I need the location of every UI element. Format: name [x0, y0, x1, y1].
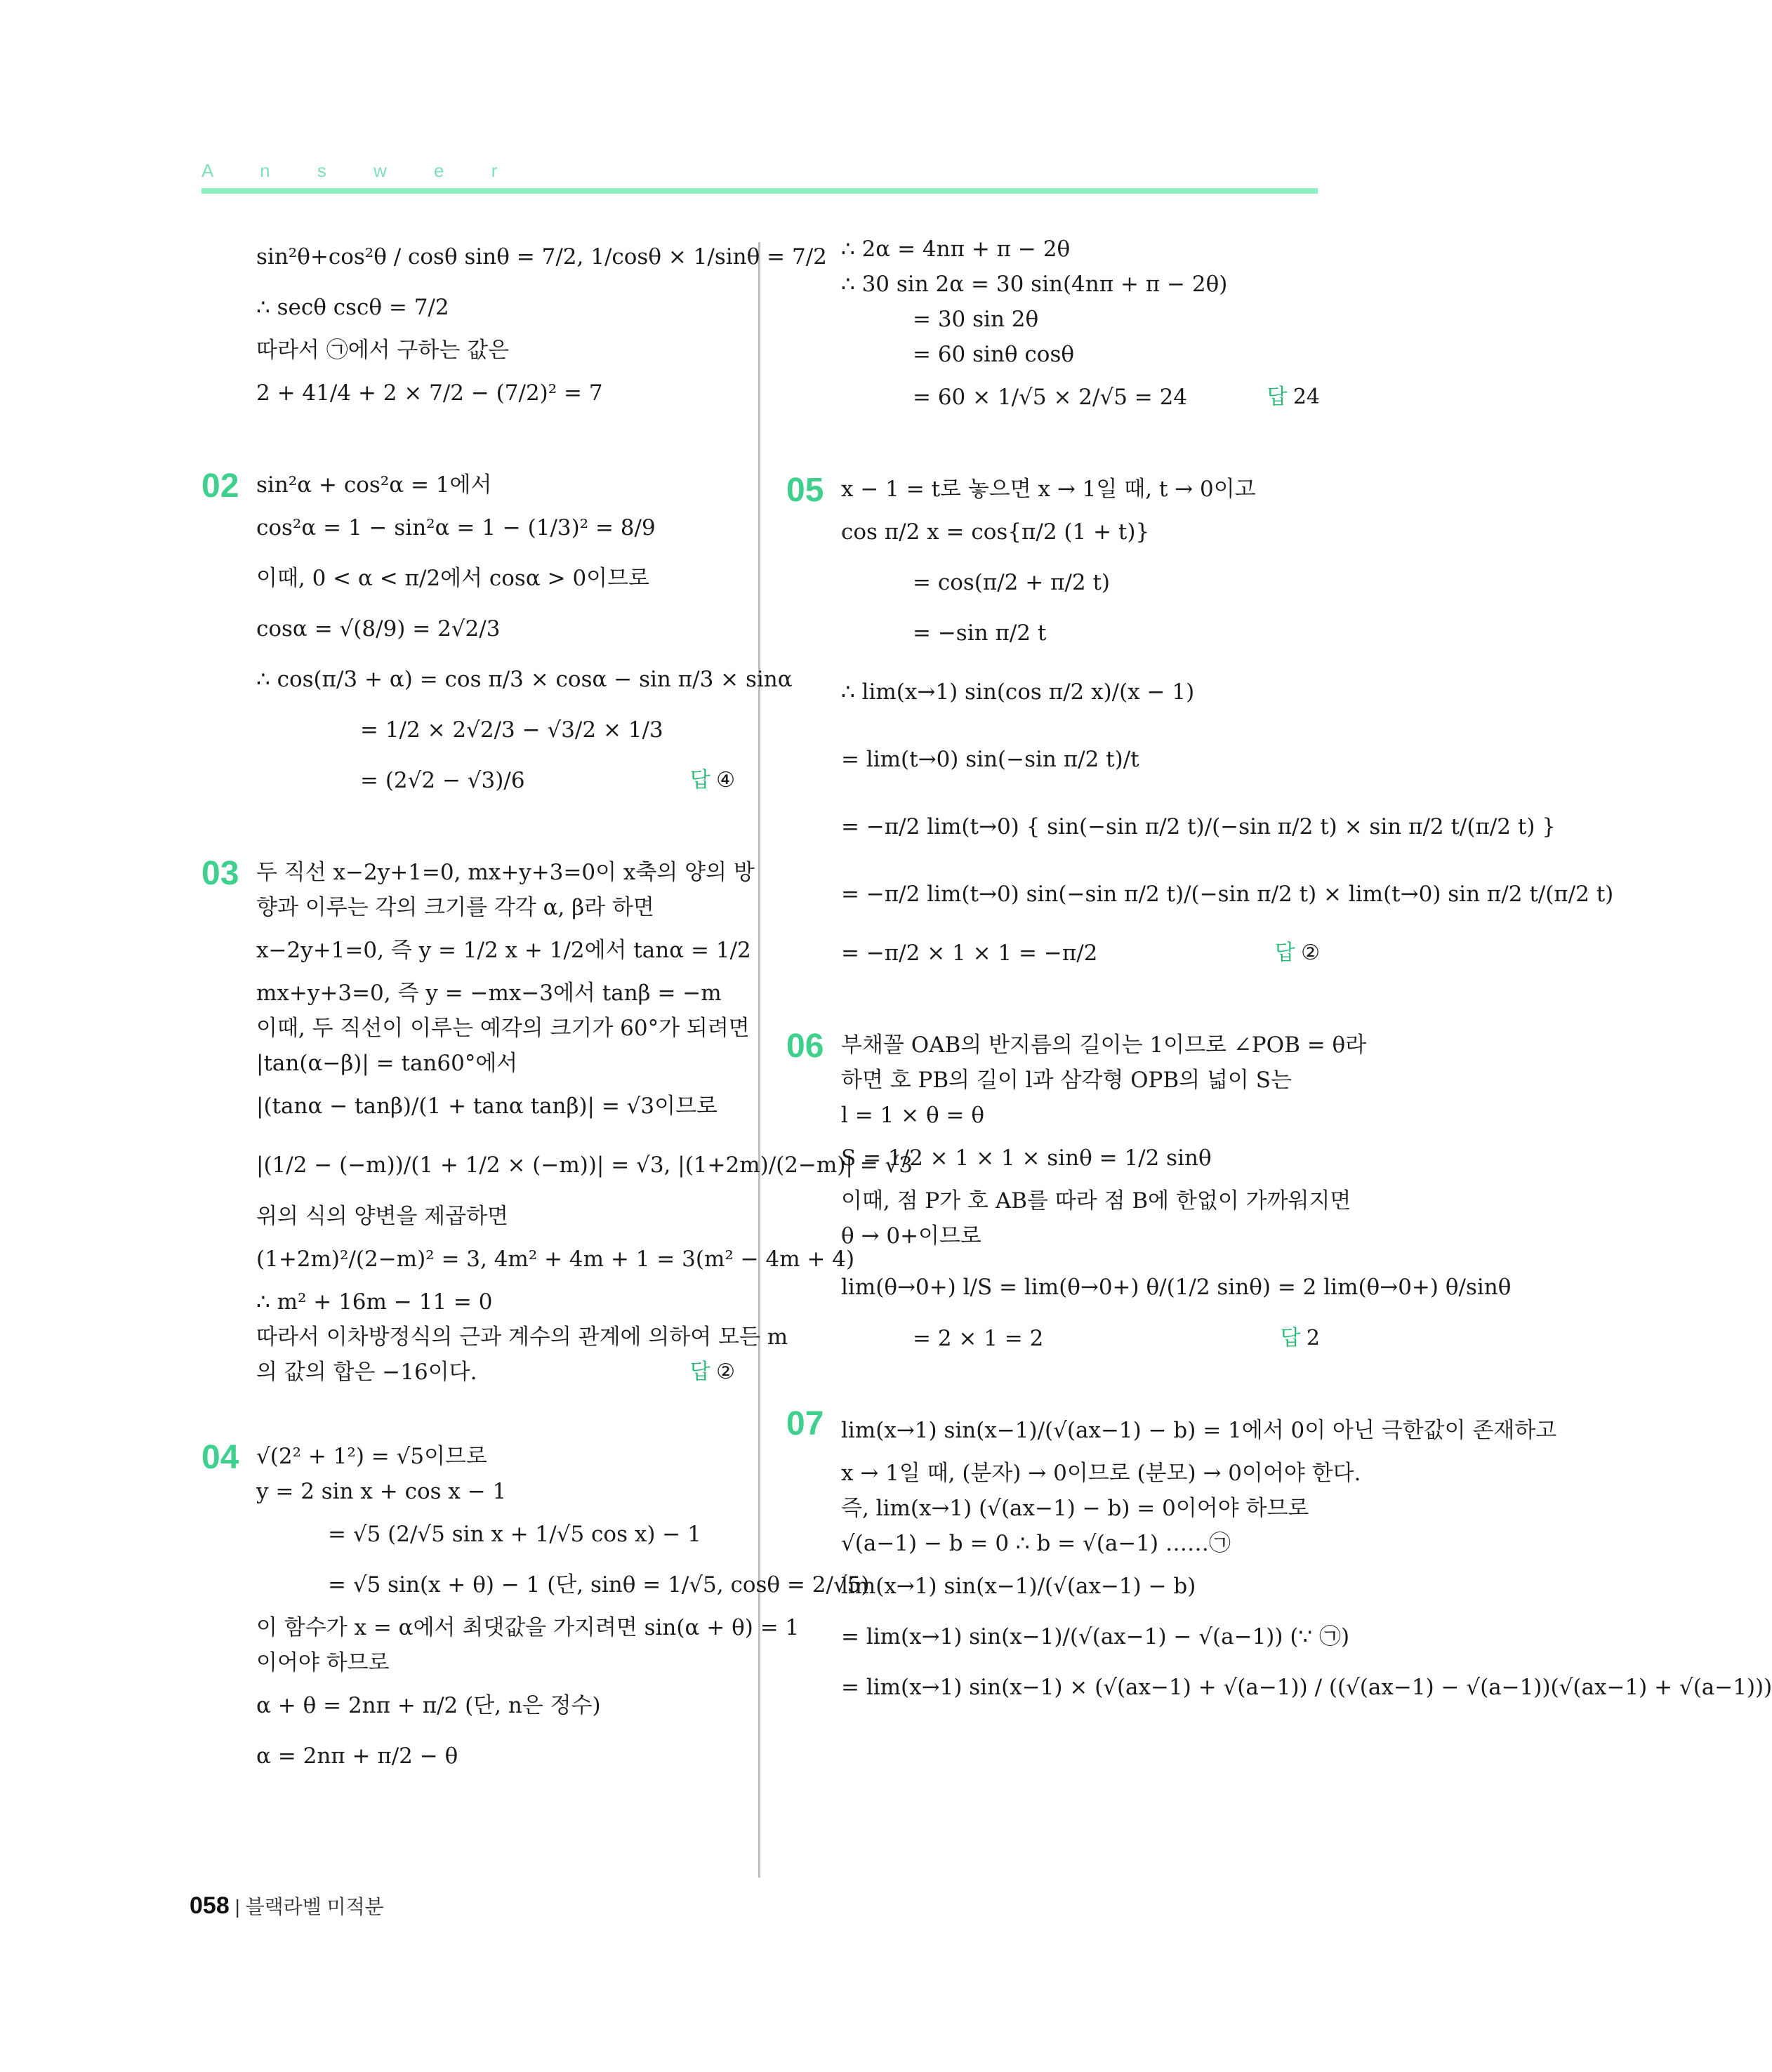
solution-line: [201, 553, 735, 604]
solution-line: [786, 232, 1320, 267]
solution-line: [201, 654, 793, 705]
line-text: cosα = √(8/9) = 2√2/3: [256, 616, 501, 642]
solution-line: [786, 1063, 1320, 1098]
solution-line: [201, 503, 735, 553]
line-text: sin²θ+cos²θ / cosθ sinθ = 7/2, 1/cosθ × 1/sinθ = 7/2: [256, 244, 827, 270]
line-text: S = 1/2 × 1 × 1 × sinθ = 1/2 sinθ: [841, 1145, 1212, 1171]
solution-line: [201, 1731, 735, 1781]
line-text: 두 직선 x−2y+1=0, mx+y+3=0이 x축의 양의 방: [256, 860, 755, 885]
line-text: 이어야 하므로: [256, 1650, 390, 1675]
answer-value: 2: [1306, 1326, 1320, 1350]
solution-line: [201, 1199, 735, 1234]
line-text: = √5 sin(x + θ) − 1 (단, sinθ = 1/√5, cosθ = 2/√5): [328, 1572, 870, 1598]
section-gap: [201, 1390, 735, 1439]
section-gap: [786, 1356, 1320, 1405]
answer-label: 답: [689, 1360, 710, 1383]
solution-line: [786, 1321, 1320, 1356]
problem-number: 05: [786, 472, 824, 509]
solution-line: [201, 1439, 735, 1474]
line-text: 부채꼴 OAB의 반지름의 길이는 1이므로 ∠POB = θ라: [841, 1032, 1367, 1058]
solution-line: [201, 1234, 855, 1284]
line-text: = (2√2 − √3)/6: [360, 768, 525, 793]
line-text: = 2 × 1 = 2: [913, 1326, 1044, 1351]
answer-value: ④: [716, 768, 735, 792]
solution-line: [786, 1183, 1351, 1218]
solution-line: [201, 232, 827, 282]
line-text: cos²α = 1 − sin²α = 1 − (1/3)² = 8/9: [256, 515, 656, 540]
solution-line: [201, 368, 735, 418]
line-text: 즉, lim(x→1) (√(ax−1) − b) = 0이어야 하므로: [841, 1496, 1309, 1521]
solution-line: [786, 726, 1320, 793]
line-text: = −sin π/2 t: [913, 620, 1047, 646]
answer-mark: [690, 1355, 735, 1390]
line-text: |tan(α−β)| = tan60°에서: [256, 1051, 518, 1076]
line-text: sin²α + cos²α = 1에서: [256, 472, 492, 498]
line-text: 의 값의 합은 −16이다.: [256, 1360, 477, 1385]
answer-label: 답: [689, 769, 710, 792]
solution-line: [786, 372, 1320, 423]
solution-line: [201, 467, 735, 503]
solution-line: [786, 1028, 1367, 1065]
solution-line: [786, 928, 1320, 978]
line-text: 이때, 점 P가 호 AB를 따라 점 B에 한없이 가까워지면: [841, 1188, 1351, 1214]
solution-line: [786, 1526, 1320, 1561]
answer-value: ②: [1301, 941, 1320, 965]
solution-line: [201, 855, 755, 892]
line-text: = 60 × 1/√5 × 2/√5 = 24: [913, 385, 1188, 410]
answer-mark: [1275, 928, 1320, 978]
answer-value: 24: [1292, 385, 1320, 409]
line-text: 향과 이루는 각의 크기를 각각 α, β라 하면: [256, 895, 654, 920]
solution-line: [786, 337, 1320, 372]
line-text: = lim(x→1) sin(x−1) × (√(ax−1) + √(a−1)) / ((√(ax−1) − √(a−1))(√(ax−1) + √(a−1))): [841, 1675, 1772, 1700]
solution-line: [201, 1320, 788, 1355]
section-gap: [786, 978, 1320, 1028]
line-text: 이때, 0 < α < π/2에서 cosα > 0이므로: [256, 566, 650, 591]
solution-line: [786, 267, 1320, 302]
solution-line: [786, 1491, 1320, 1526]
solution-line: [786, 1561, 1320, 1612]
line-text: ∴ lim(x→1) sin(cos π/2 x)/(x − 1): [841, 679, 1195, 705]
right-column: [786, 232, 1772, 1713]
line-text: mx+y+3=0, 즉 y = −mx−3에서 tanβ = −m: [256, 981, 722, 1006]
answer-mark: [1281, 1321, 1320, 1356]
problem-number: 02: [201, 467, 239, 505]
line-text: = √5 (2/√5 sin x + 1/√5 cos x) − 1: [328, 1522, 701, 1547]
line-text: = −π/2 × 1 × 1 = −π/2: [841, 941, 1098, 966]
section-gap: [201, 806, 735, 855]
line-text: = cos(π/2 + π/2 t): [913, 570, 1111, 595]
solution-line: [786, 1612, 1350, 1662]
line-text: x → 1일 때, (분자) → 0이므로 (분모) → 0이어야 한다.: [841, 1461, 1361, 1486]
line-text: ∴ 2α = 4nπ + π − 2θ: [841, 237, 1071, 262]
footer: [190, 1892, 384, 1920]
solution-line: [201, 1131, 913, 1199]
line-text: = lim(x→1) sin(x−1)/(√(ax−1) − √(a−1)) (∵ ㉠): [841, 1624, 1350, 1649]
solution-line: [786, 1405, 1557, 1456]
line-text: l = 1 × θ = θ: [841, 1103, 985, 1128]
line-text: α + θ = 2nπ + π/2 (단, n은 정수): [256, 1693, 601, 1718]
line-text: = −π/2 lim(t→0) sin(−sin π/2 t)/(−sin π/2 t) × lim(t→0) sin π/2 t/(π/2 t): [841, 882, 1614, 907]
answer-value: ②: [716, 1360, 735, 1384]
line-text: 따라서 ㉠에서 구하는 값은: [256, 338, 510, 363]
solution-line: [201, 333, 735, 368]
solution-line: [201, 1046, 735, 1081]
solution-line: [201, 1680, 735, 1731]
solution-line: [201, 1284, 735, 1320]
line-text: 이 함수가 x = α에서 최댓값을 가지려면 sin(α + θ) = 1: [256, 1615, 800, 1640]
answer-mark: [690, 755, 735, 806]
line-text: = 30 sin 2θ: [913, 307, 1039, 332]
solution-line: [201, 1355, 735, 1390]
line-text: lim(x→1) sin(x−1)/(√(ax−1) − b): [841, 1574, 1196, 1599]
section-gap: [786, 423, 1320, 472]
line-text: = 1/2 × 2√2/3 − √3/2 × 1/3: [360, 717, 663, 743]
solution-line: [201, 705, 735, 755]
line-text: 따라서 이차방정식의 근과 계수의 관계에 의하여 모든 m: [256, 1324, 788, 1350]
footer-separator: |: [234, 1896, 240, 1918]
line-text: θ → 0+이므로: [841, 1223, 981, 1249]
problem-number: 03: [201, 855, 239, 892]
solution-line: [201, 1474, 735, 1509]
line-text: ∴ secθ cscθ = 7/2: [256, 295, 449, 320]
line-text: |(tanα − tanβ)/(1 + tanα tanβ)| = √3이므로: [256, 1094, 718, 1119]
solution-line: [786, 658, 1320, 726]
solution-line: [201, 1011, 750, 1046]
solution-line: [786, 472, 1320, 507]
header-label: A n s w e r: [201, 160, 519, 181]
solution-line: [201, 755, 735, 806]
problem-number: 06: [786, 1028, 824, 1065]
solution-line: [201, 1645, 735, 1680]
solution-line: [201, 1560, 870, 1610]
answer-label: 답: [1267, 385, 1288, 409]
answer-mark: [1267, 372, 1320, 423]
solution-line: [786, 1662, 1772, 1713]
line-text: lim(x→1) sin(x−1)/(√(ax−1) − b) = 1에서 0이 아닌 극한값이 존재하고: [841, 1418, 1557, 1443]
line-text: √(2² + 1²) = √5이므로: [256, 1444, 487, 1469]
line-text: |(1/2 − (−m))/(1 + 1/2 × (−m))| = √3, |(1+2m)/(2−m)| = √3: [256, 1153, 913, 1178]
line-text: 이때, 두 직선이 이루는 예각의 크기가 60°가 되려면: [256, 1016, 750, 1041]
solution-line: [786, 861, 1614, 928]
line-text: α = 2nπ + π/2 − θ: [256, 1744, 458, 1769]
line-text: √(a−1) − b = 0 ∴ b = √(a−1) ……㉠: [841, 1531, 1231, 1556]
line-text: x−2y+1=0, 즉 y = 1/2 x + 1/2에서 tanα = 1/2: [256, 938, 751, 963]
line-text: (1+2m)²/(2−m)² = 3, 4m² + 4m + 1 = 3(m² − 4m + 4): [256, 1247, 855, 1272]
solution-line: [201, 890, 735, 925]
line-text: ∴ cos(π/3 + α) = cos π/3 × cosα − sin π/3 × sinα: [256, 667, 793, 692]
answer-label: 답: [1274, 941, 1295, 964]
solution-line: [786, 507, 1320, 557]
section-gap: [201, 418, 735, 467]
line-text: = lim(t→0) sin(−sin π/2 t)/t: [841, 747, 1139, 772]
problem-number: 04: [201, 1439, 239, 1476]
solution-line: [786, 1218, 1320, 1254]
line-text: 2 + 41/4 + 2 × 7/2 − (7/2)² = 7: [256, 380, 603, 406]
solution-line: [201, 282, 735, 333]
line-text: = −π/2 lim(t→0) { sin(−sin π/2 t)/(−sin π/2 t) × sin π/2 t/(π/2 t) }: [841, 814, 1556, 839]
solution-line: [786, 1456, 1361, 1491]
book-title: 블랙라벨 미적분: [245, 1896, 384, 1918]
line-text: 위의 식의 양변을 제곱하면: [256, 1204, 508, 1229]
solution-line: [786, 793, 1556, 861]
solution-line: [201, 925, 751, 976]
problem-number: 07: [786, 1405, 824, 1442]
line-text: ∴ m² + 16m − 11 = 0: [256, 1289, 493, 1315]
solution-line: [201, 604, 735, 654]
solution-line: [786, 1254, 1512, 1321]
header-rule: [201, 188, 1318, 194]
line-text: 하면 호 PB의 길이 l과 삼각형 OPB의 넓이 S는: [841, 1068, 1292, 1093]
solution-line: [786, 1098, 1320, 1133]
line-text: lim(θ→0+) l/S = lim(θ→0+) θ/(1/2 sinθ) = 2 lim(θ→0+) θ/sinθ: [841, 1275, 1512, 1300]
solution-line: [786, 557, 1320, 608]
solution-line: [201, 976, 735, 1011]
solution-line: [786, 302, 1320, 337]
line-text: ∴ 30 sin 2α = 30 sin(4nπ + π − 2θ): [841, 272, 1228, 297]
line-text: y = 2 sin x + cos x − 1: [256, 1479, 507, 1504]
line-text: cos π/2 x = cos{π/2 (1 + t)}: [841, 519, 1150, 545]
page-number: 058: [190, 1892, 230, 1919]
line-text: = 60 sinθ cosθ: [913, 342, 1075, 367]
line-text: x − 1 = t로 놓으면 x → 1일 때, t → 0이고: [841, 477, 1256, 502]
answer-label: 답: [1280, 1327, 1301, 1350]
solution-line: [201, 1081, 735, 1131]
solution-line: [786, 608, 1320, 658]
solution-line: [201, 1610, 800, 1645]
solution-line: [786, 1133, 1320, 1183]
solution-line: [201, 1509, 735, 1560]
